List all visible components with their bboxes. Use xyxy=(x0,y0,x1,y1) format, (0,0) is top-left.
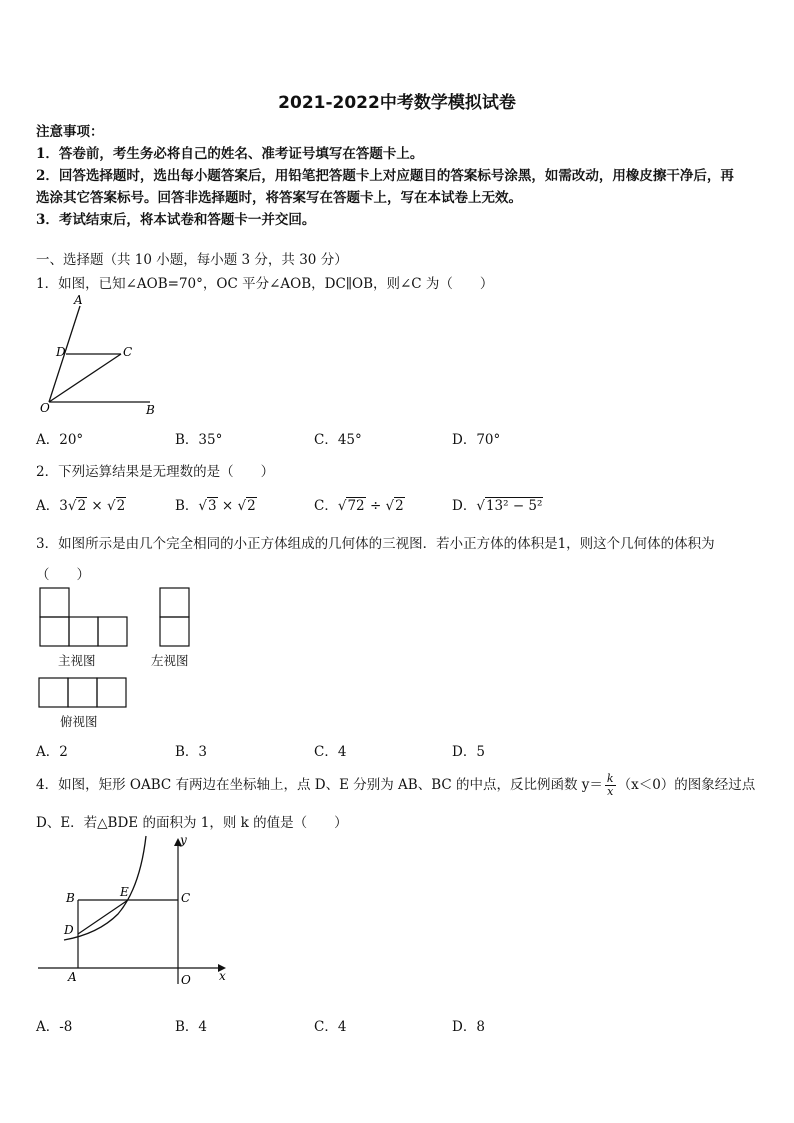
point-label-o: O xyxy=(181,973,191,987)
front-view-cell xyxy=(69,617,98,646)
axis-label-y: y xyxy=(180,834,187,847)
q1-option-a[interactable]: A．20° xyxy=(36,432,84,448)
q4-stem xyxy=(36,773,755,798)
q2-b-op: × xyxy=(221,498,234,514)
q3-option-c[interactable]: C．4 xyxy=(314,744,347,760)
q3-left-view xyxy=(158,586,192,648)
caption-front-view: 主视图 xyxy=(58,653,96,668)
point-label-o: O xyxy=(40,401,50,415)
q1-option-d[interactable]: D．70° xyxy=(452,432,501,448)
q2-b-radicand-2: 2 xyxy=(247,498,256,514)
q2-option-d[interactable]: D．√13² − 5² xyxy=(452,498,543,514)
q4-frac-num: k xyxy=(606,772,614,785)
front-view-cell xyxy=(98,617,127,646)
q2-a-radicand-1: 2 xyxy=(77,498,87,514)
top-view-cell xyxy=(68,678,97,707)
q2-a-op: × xyxy=(91,498,103,514)
q2-option-b[interactable]: B．√3 × √2 xyxy=(175,498,256,514)
top-view-cell xyxy=(39,678,68,707)
line-oc xyxy=(49,354,121,402)
q1-option-b[interactable]: B．35° xyxy=(175,432,223,448)
q4-stem-part1: 4．如图，矩形 OABC 有两边在坐标轴上，点 D、E 分别为 AB、BC 的中点，反比例函数 y＝ xyxy=(36,777,603,793)
note-item-3: 3．考试结束后，将本试卷和答题卡一并交回。 xyxy=(36,212,316,228)
top-view-cell xyxy=(97,678,126,707)
q2-c-label: C． xyxy=(314,498,338,514)
q2-c-radicand-2: 2 xyxy=(395,498,404,514)
q4-stem-line2: D、E．若△BDE 的面积为 1，则 k 的值是（ ） xyxy=(36,815,348,831)
q2-b-radicand-1: 3 xyxy=(208,498,217,514)
q2-a-radicand-2: 2 xyxy=(116,498,126,514)
q3-stem: 3．如图所示是由几个完全相同的小正方体组成的几何体的三视图．若小正方体的体积是1，则这个几何体的体积为 xyxy=(36,536,715,552)
q4-figure xyxy=(36,834,236,994)
point-label-c: C xyxy=(181,891,191,905)
section-heading: 一、选择题（共 10 小题，每小题 3 分，共 30 分） xyxy=(36,252,348,268)
q2-a-coef: 3 xyxy=(59,498,68,514)
q3-option-d[interactable]: D．5 xyxy=(452,744,485,760)
q2-option-a[interactable]: A．3√2 × √2 xyxy=(36,498,126,514)
q3-stem-end: （ ） xyxy=(36,567,90,583)
q2-d-label: D． xyxy=(452,498,477,514)
q4-fraction xyxy=(605,773,616,798)
note-item-1: 1．答卷前，考生务必将自己的姓名、准考证号填写在答题卡上。 xyxy=(36,146,424,162)
front-view-cell xyxy=(40,588,69,617)
q2-a-label: A． xyxy=(36,498,60,514)
q4-stem-part2: （x＜0）的图象经过点 xyxy=(617,777,756,793)
line-de xyxy=(78,900,128,934)
point-label-b: B xyxy=(66,891,75,905)
point-label-d: D xyxy=(56,345,66,359)
front-view-cell xyxy=(40,617,69,646)
notes-heading: 注意事项： xyxy=(36,124,104,140)
note-item-2-cont: 选涂其它答案标号。回答非选择题时，将答案写在答题卡上，写在本试卷上无效。 xyxy=(36,190,522,206)
q3-option-a[interactable]: A．2 xyxy=(36,744,68,760)
point-label-a: A xyxy=(68,970,77,984)
point-label-b: B xyxy=(146,403,155,417)
q4-option-c[interactable]: C．4 xyxy=(314,1019,347,1035)
q3-option-b[interactable]: B．3 xyxy=(175,744,208,760)
q2-c-radicand-1: 72 xyxy=(347,498,365,514)
axis-label-x: x xyxy=(219,969,226,983)
note-item-2: 2．回答选择题时，选出每小题答案后，用铅笔把答题卡上对应题目的答案标号涂黑，如需改动，用橡皮擦干净后，再 xyxy=(36,168,734,184)
caption-top-view: 俯视图 xyxy=(60,714,98,729)
q4-frac-den: x xyxy=(607,785,614,798)
point-label-c: C xyxy=(123,345,133,359)
left-view-cell xyxy=(160,588,189,617)
q2-c-op: ÷ xyxy=(369,498,382,514)
q2-stem: 2．下列运算结果是无理数的是（ ） xyxy=(36,464,275,480)
page-title: 2021-2022中考数学模拟试卷 xyxy=(278,93,516,113)
q4-option-b[interactable]: B．4 xyxy=(175,1019,208,1035)
q2-b-label: B． xyxy=(175,498,199,514)
q2-option-c[interactable]: C．√72 ÷ √2 xyxy=(314,498,404,514)
q3-top-view xyxy=(37,676,129,710)
point-label-a: A xyxy=(74,293,83,307)
point-label-e: E xyxy=(120,885,129,899)
q3-front-view xyxy=(38,586,130,648)
q2-d-radicand: 13² − 5² xyxy=(485,498,543,514)
hyperbola-curve xyxy=(64,836,146,940)
left-view-cell xyxy=(160,617,189,646)
point-label-d: D xyxy=(64,923,74,937)
q4-option-a[interactable]: A．-8 xyxy=(36,1019,73,1035)
q4-option-d[interactable]: D．8 xyxy=(452,1019,485,1035)
q1-stem: 1．如图，已知∠AOB=70°，OC 平分∠AOB，DC∥OB，则∠C 为（ ） xyxy=(36,276,494,292)
q1-figure xyxy=(36,292,176,422)
caption-left-view: 左视图 xyxy=(151,653,189,668)
q1-option-c[interactable]: C．45° xyxy=(314,432,362,448)
